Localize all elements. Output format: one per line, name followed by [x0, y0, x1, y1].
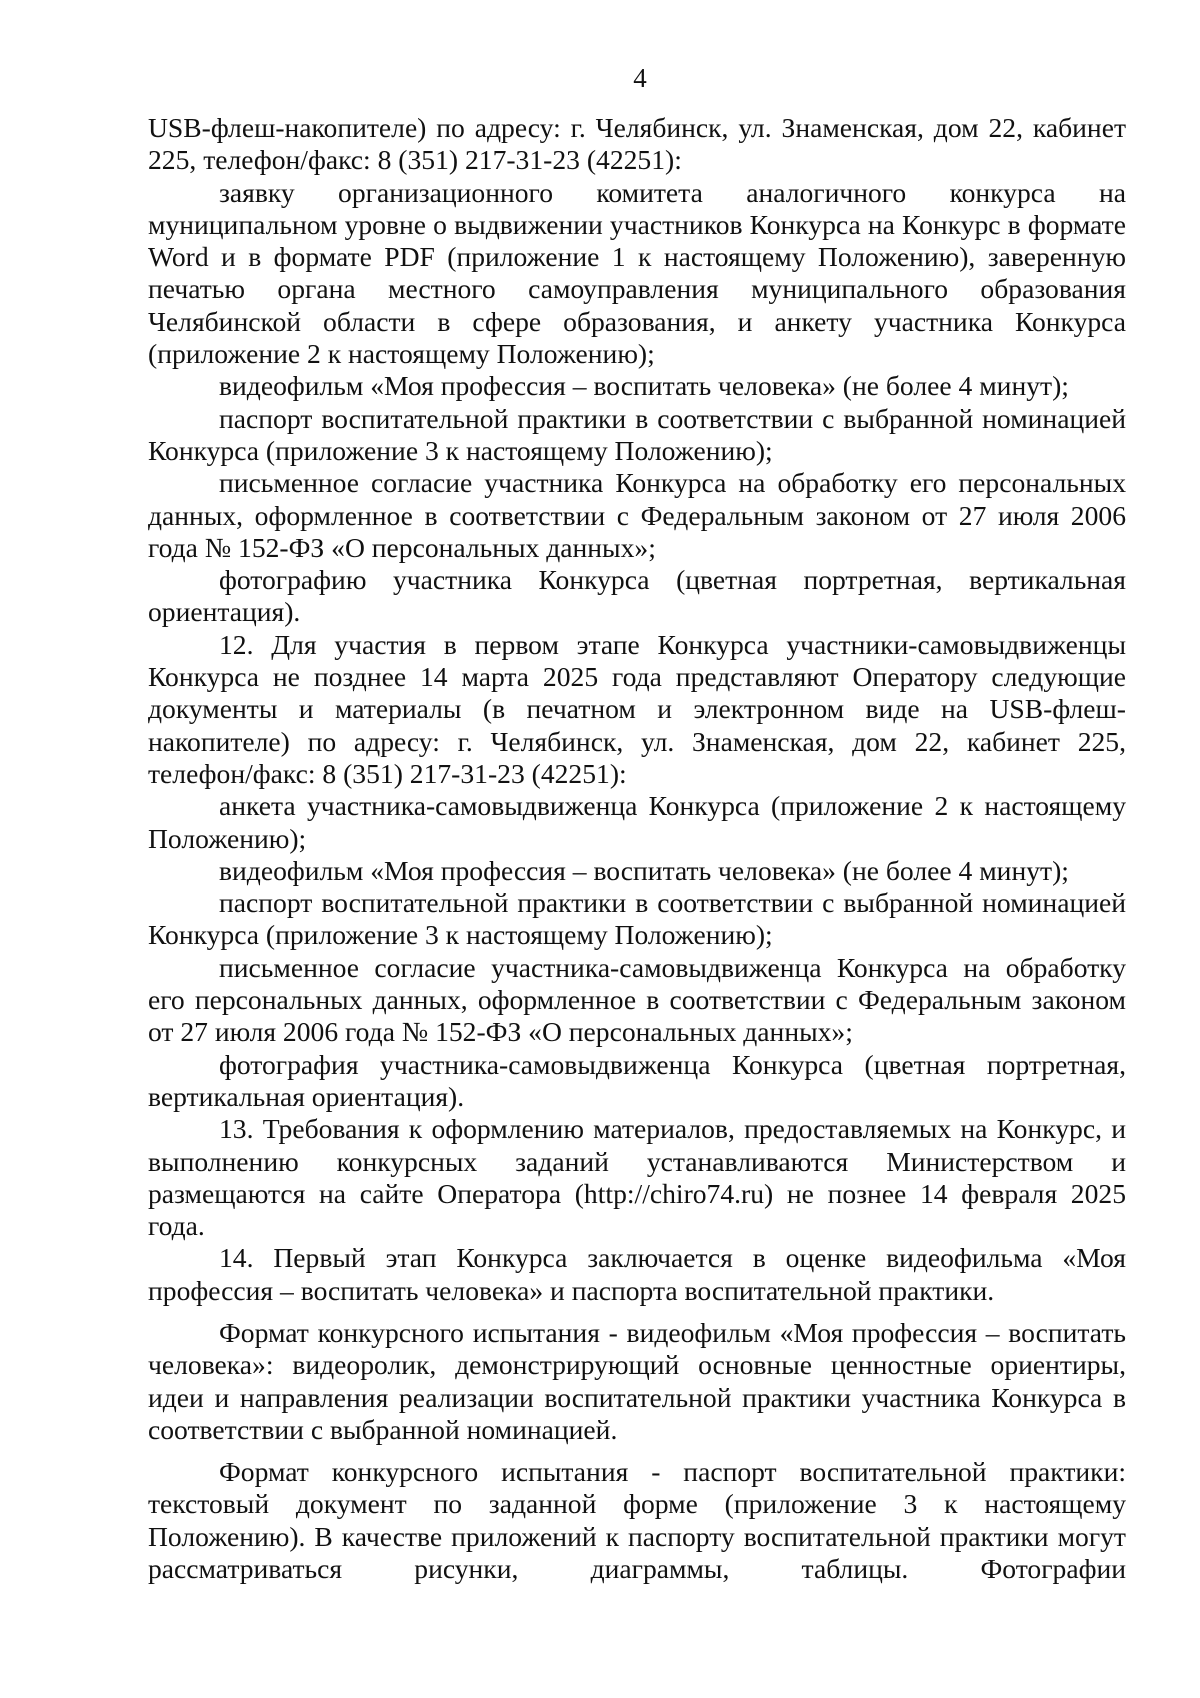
paragraph: USB-флеш-накопителе) по адресу: г. Челябинск, ул. Знаменская, дом 22, кабинет 225, телефон/факс: 8 (351) 217-31-23 (42251):: [148, 112, 1126, 176]
paragraph: паспорт воспитательной практики в соответствии с выбранной номинацией Конкурса (приложение 3 к настоящему Положению);: [148, 887, 1126, 951]
paragraph: фотография участника-самовыдвиженца Конкурса (цветная портретная, вертикальная ориентация).: [148, 1048, 1126, 1112]
paragraph: Формат конкурсного испытания - видеофильм «Моя профессия – воспитать человека»: видеоролик, демонстрирующий основные ценностные ориентиры, идеи и направления реализации воспитательной практики участника Конкурса в соответствии с выбранной номинацией.: [148, 1316, 1126, 1445]
paragraph: 14. Первый этап Конкурса заключается в оценке видеофильма «Моя профессия – воспитать человека» и паспорта воспитательной практики.: [148, 1242, 1126, 1306]
paragraph: 12. Для участия в первом этапе Конкурса участники-самовыдвиженцы Конкурса не позднее 14 марта 2025 года представляют Оператору следующие документы и материалы (в печатном и электронном виде на USB-флеш-накопителе) по адресу: г. Челябинск, ул. Знаменская, дом 22, кабинет 225, телефон/факс: 8 (351) 217-31-23 (42251):: [148, 628, 1126, 789]
paragraph: паспорт воспитательной практики в соответствии с выбранной номинацией Конкурса (приложение 3 к настоящему Положению);: [148, 402, 1126, 466]
paragraph: заявку организационного комитета аналогичного конкурса на муниципальном уровне о выдвижении участников Конкурса на Конкурс в формате Word и в формате PDF (приложение 1 к настоящему Положению), заверенную печатью органа местного самоуправления муниципального образования Челябинской области в сфере образования, и анкету участника Конкурса (приложение 2 к настоящему Положению);: [148, 176, 1126, 370]
paragraph: видеофильм «Моя профессия – воспитать человека» (не более 4 минут);: [219, 370, 1069, 402]
paragraph: фотографию участника Конкурса (цветная портретная, вертикальная ориентация).: [148, 564, 1126, 628]
document-body: [148, 112, 1126, 1585]
paragraph: письменное согласие участника Конкурса на обработку его персональных данных, оформленное в соответствии с Федеральным законом от 27 июля 2006 года № 152-ФЗ «О персональных данных»;: [148, 467, 1126, 563]
paragraph: 13. Требования к оформлению материалов, предоставляемых на Конкурс, и выполнению конкурсных заданий устанавливаются Министерством и размещаются на сайте Оператора (http://chiro74.ru) не познее 14 февраля 2025 года.: [148, 1113, 1126, 1242]
paragraph: анкета участника-самовыдвиженца Конкурса (приложение 2 к настоящему Положению);: [148, 790, 1126, 854]
paragraph: письменное согласие участника-самовыдвиженца Конкурса на обработку его персональных данных, оформленное в соответствии с Федеральным законом от 27 июля 2006 года № 152-ФЗ «О персональных данных»;: [148, 951, 1126, 1048]
paragraph: видеофильм «Моя профессия – воспитать человека» (не более 4 минут);: [219, 854, 1069, 886]
page-number: 4: [633, 63, 647, 93]
paragraph: Формат конкурсного испытания - паспорт воспитательной практики: текстовый документ по заданной форме (приложение 3 к настоящему Положению). В качестве приложений к паспорту воспитательной практики могут рассматриваться рисунки, диаграммы, таблицы. Фотографии: [148, 1456, 1126, 1585]
